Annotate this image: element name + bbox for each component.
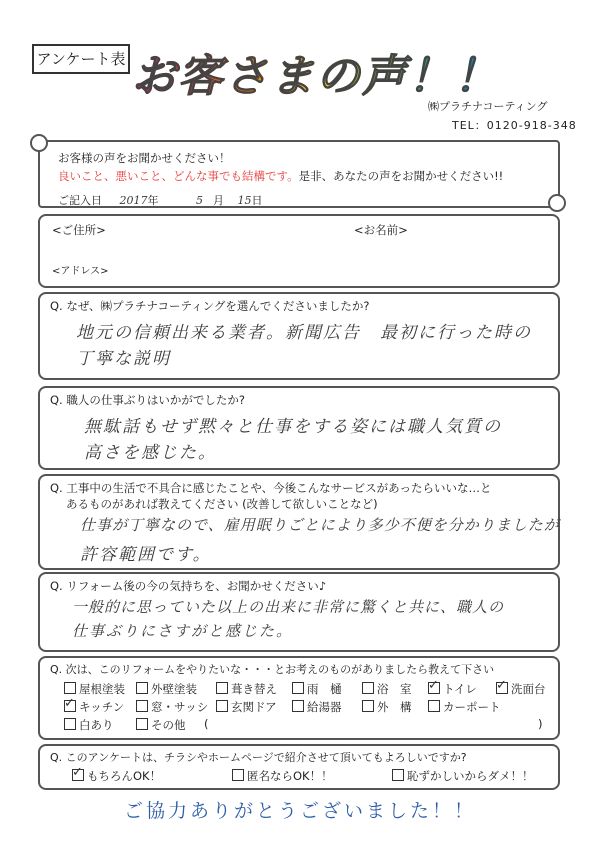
option-entrance-door[interactable]: 玄関ドア (216, 699, 277, 715)
answer-2-line-1[interactable]: 無駄話もせず黙々と仕事をする姿には職人気質の (84, 417, 502, 437)
consent-question: Q. このアンケートは、チラシやホームページで紹介させて頂いてもよろしいですか? (50, 751, 467, 764)
question-1: Q. なぜ、㈱プラチナコーティングを選んでくださいましたか? (50, 299, 370, 313)
survey-tag: アンケート表 (32, 44, 130, 74)
checkbox[interactable] (292, 682, 304, 694)
date-month-unit: 月 (213, 194, 224, 207)
checkbox[interactable] (64, 682, 76, 694)
option-carport[interactable]: カーポート (428, 699, 501, 715)
answer-4-line-2[interactable]: 仕事ぶりにさすがと感じた。 (72, 622, 294, 640)
consent-option-no[interactable]: 恥ずかしいからダメ！！ (392, 768, 534, 784)
checkbox[interactable] (292, 700, 304, 712)
question-2: Q. 職人の仕事ぶりはいかがでしたか? (50, 393, 245, 407)
date-year-unit: 年 (147, 194, 159, 207)
scroll-curl-icon (548, 194, 566, 212)
address-note: <アドレス> (52, 266, 109, 277)
checkbox[interactable] (362, 682, 374, 694)
answer-2-line-2[interactable]: 高さを感じた。 (84, 443, 217, 463)
reform-question: Q. 次は、このリフォームをやりたいな・・・とお考えのものがありましたら教えて下さい (50, 663, 495, 676)
date-year[interactable]: 2017 (119, 194, 148, 207)
customer-info-box (38, 214, 560, 288)
checkbox[interactable] (136, 682, 148, 694)
answer-4-line-1[interactable]: 一般的に思っていた以上の出来に非常に驚くと共に、職人の (72, 598, 505, 616)
date-month[interactable]: 5 (196, 194, 203, 207)
date-label: ご記入日 (58, 194, 102, 207)
option-termite[interactable]: 白あり (64, 717, 114, 733)
option-toilet[interactable]: ✓ トイレ (428, 681, 477, 697)
thanks-message: ご協力ありがとうございました！！ (123, 800, 476, 822)
option-gutter[interactable]: 雨 樋 (292, 681, 342, 697)
option-washbasin[interactable]: ✓ 洗面台 (496, 681, 546, 697)
checkbox[interactable] (232, 769, 244, 781)
checkbox[interactable] (136, 700, 148, 712)
checkbox[interactable] (216, 682, 228, 694)
option-water-heater[interactable]: 給湯器 (292, 699, 342, 715)
page-title: お客さまの声！！ (132, 40, 500, 104)
name-label: <お名前> (354, 223, 408, 237)
answer-3-line-2[interactable]: 許容範囲です。 (80, 545, 212, 565)
option-window-sash[interactable]: 窓・サッシ (136, 699, 208, 715)
other-open-paren: ( (204, 717, 209, 731)
intro-line-2-rest: 是非、あなたの声をお聞かせください!! (298, 169, 504, 183)
checkbox[interactable] (64, 718, 76, 730)
option-bathroom[interactable]: 浴 室 (362, 681, 412, 697)
checkbox[interactable] (392, 769, 404, 781)
entry-date (58, 192, 263, 208)
other-close-paren: ) (538, 717, 543, 731)
checkbox-checked[interactable] (496, 682, 508, 694)
scroll-curl-icon (30, 134, 48, 152)
company-name: ㈱プラチナコーティング (428, 100, 548, 113)
option-roof-paint[interactable]: 屋根塗装 (64, 681, 125, 697)
intro-line-2-red: 良いこと、悪いこと、どんな事でも結構です。 (58, 169, 299, 183)
checkbox-checked[interactable] (72, 769, 84, 781)
question-3-cont: あるものがあれば教えてください (改善して欲しいことなど) (66, 497, 378, 511)
address-label: <ご住所> (52, 223, 106, 237)
question-4: Q. リフォーム後の今の気持ちを、お聞かせください♪ (50, 579, 327, 593)
date-day-unit: 日 (251, 194, 263, 207)
option-exterior[interactable]: 外 構 (362, 699, 412, 715)
intro-line-2 (58, 168, 503, 184)
consent-option-ok[interactable]: ✓もちろんOK！ (72, 768, 161, 784)
option-other[interactable]: その他 (136, 717, 186, 733)
intro-line-1: お客様の声をお聞かせください！ (58, 151, 231, 165)
phone-number: TEL：0120-918-348 (452, 119, 577, 132)
checkbox[interactable] (136, 718, 148, 730)
consent-option-anonymous[interactable]: 匿名ならOK！！ (232, 768, 333, 784)
answer-1-line-1[interactable]: 地元の信頼出来る業者。新聞広告 最初に行った時の (76, 323, 532, 343)
checkbox[interactable] (362, 700, 374, 712)
question-3: Q. 工事中の生活で不具合に感じたことや、今後こんなサービスがあったらいいな…と (50, 481, 492, 495)
checkbox-checked[interactable] (64, 700, 76, 712)
answer-3-line-1[interactable]: 仕事が丁寧なので、雇用眠りごとにより多少不便を分かりましたが (80, 516, 560, 534)
answer-1-line-2[interactable]: 丁寧な説明 (76, 349, 171, 369)
date-day[interactable]: 15 (237, 194, 252, 207)
option-wall-paint[interactable]: 外壁塗装 (136, 681, 197, 697)
checkbox-checked[interactable] (428, 682, 440, 694)
option-kitchen[interactable]: ✓キッチン (64, 699, 124, 715)
checkbox[interactable] (216, 700, 228, 712)
checkbox[interactable] (428, 700, 440, 712)
option-reroof[interactable]: 葺き替え (216, 681, 277, 697)
